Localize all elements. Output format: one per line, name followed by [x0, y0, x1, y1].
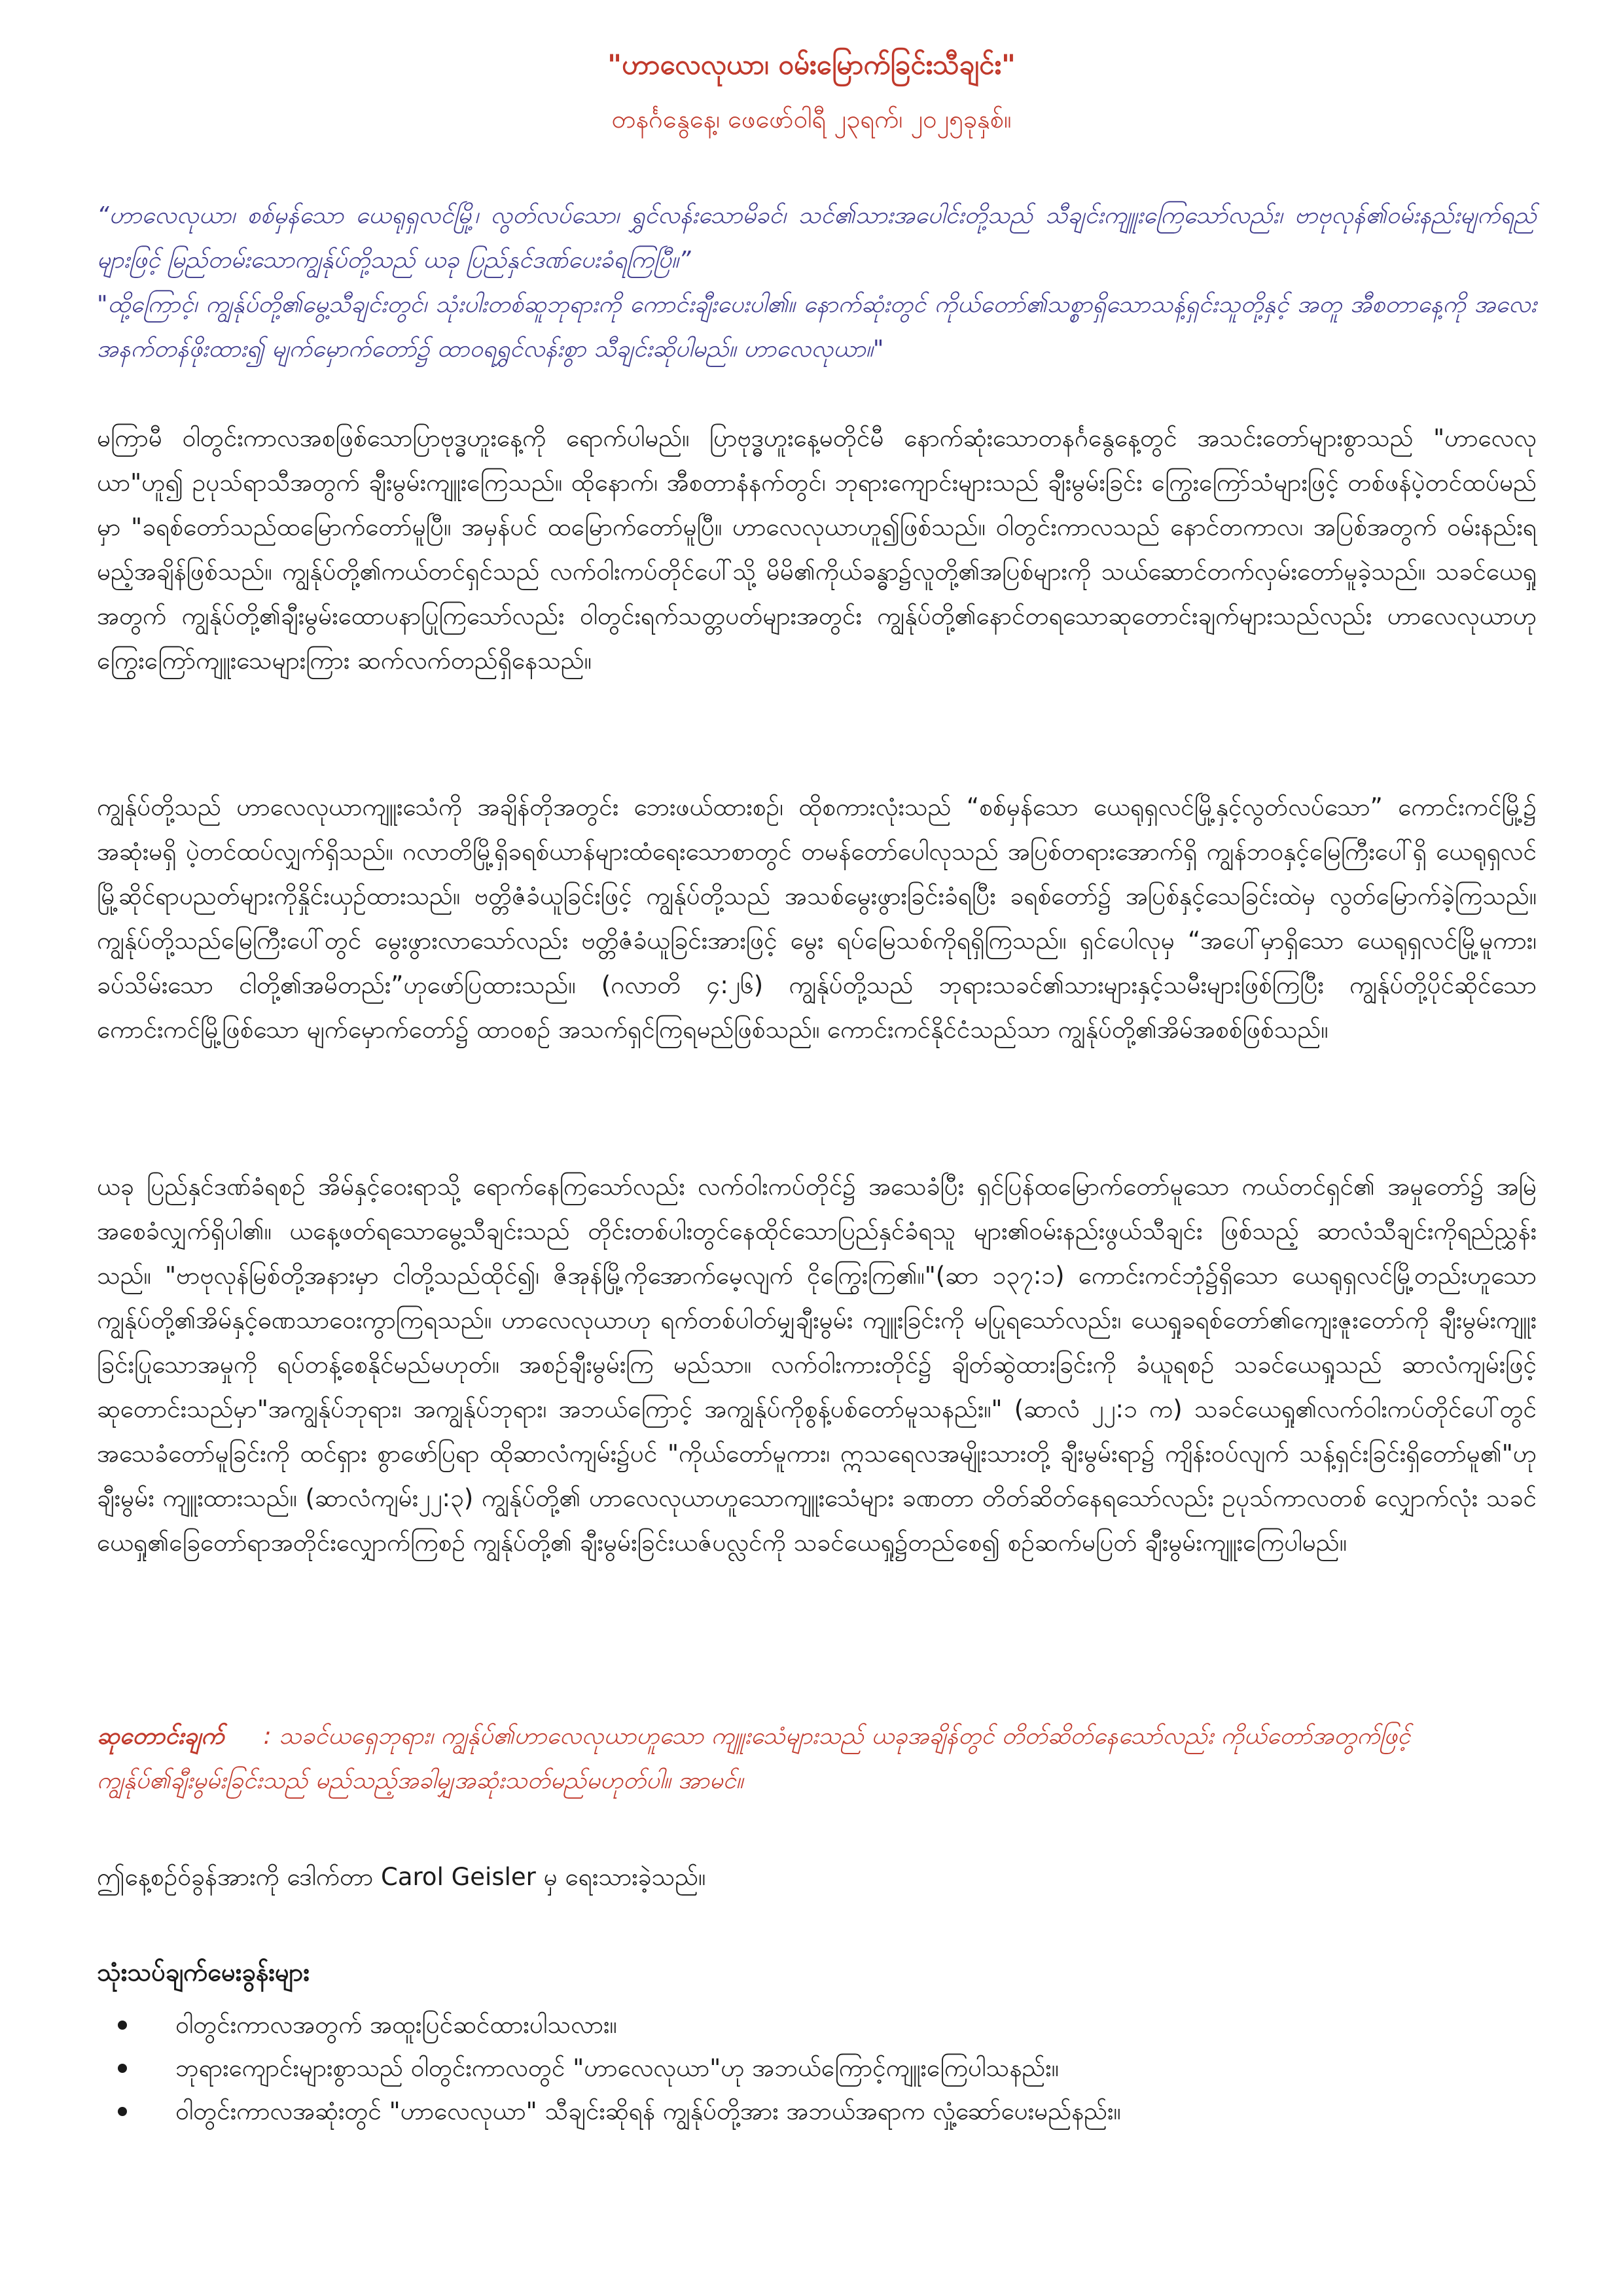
body-paragraph: မကြာမီ ဝါတွင်းကာလအစဖြစ်သောပြာဗုဒ္ဓဟူးနေ့ကို ရောက်ပါမည်။ ပြာဗုဒ္ဓဟူးနေ့မတိုင်မီ နောက်ဆုံးသောတနင်္ဂနွေနေ့တွင် အသင်းတော်များစွာသည် "ဟာလေလုယာ"ဟူ၍ ဥပုသ်ရာသီအတွက် ချီးမွမ်းကျူးကြေသည်။ ထိုနောက်၊ အီစတာနံနက်တွင်၊ ဘုရားကျောင်းများသည် ချီးမွမ်းခြင်း ကြွေးကြော်သံများဖြင့် တစ်ဖန်ပဲ့တင်ထပ်မည်မှာ "ခရစ်တော်သည်ထမြောက်တော်မူပြီ။ အမှန်ပင် ထမြောက်တော်မူပြီ။ ဟာလေလုယာဟူ၍ဖြစ်သည်။ ဝါတွင်းကာလသည် နောင်တကာလ၊ အပြစ်အတွက် ဝမ်းနည်းရမည့်အချိန်ဖြစ်သည်။ ကျွန်ုပ်တို့၏ကယ်တင်ရှင်သည် လက်ဝါးကပ်တိုင်ပေါ်သို့ မိမိ၏ကိုယ်ခန္ဓာ၌လူတို့၏အပြစ်များကို သယ်ဆောင်တက်လှမ်းတော်မူခဲ့သည်။ သခင်ယေရှုအတွက် ကျွန်ုပ်တို့၏ချီးမွမ်းထောပနာပြုကြသော်လည်း ဝါတွင်းရက်သတ္တပတ်များအတွင်း ကျွန်ုပ်တို့၏နောင်တရသောဆုတောင်းချက်များသည်လည်း ဟာလေလုယာဟု ကြွေးကြော်ကျူးသေများကြား ဆက်လက်တည်ရှိနေသည်။ [97, 424, 1537, 675]
bullet-icon [118, 2021, 127, 2030]
date-line: တနင်္ဂနွေနေ့၊ ဖေဖော်ဝါရီ ၂၃ရက်၊ ၂၀၂၅ခုနှစ်။ [611, 105, 1012, 133]
quote-line: “ဟာလေလုယာ၊ စစ်မှန်သော ယေရုရှလင်မြို့၊ လွတ်လပ်သော၊ ရွှင်လန်းသောမိခင်၊ သင်၏သားအပေါင်းတို့သည် သီချင်းကျူးကြေသော်လည်း၊ ဗာဗုလုန်၏ဝမ်းနည်းမျက်ရည်များဖြင့် မြည်တမ်းသောကျွန်ုပ်တို့သည် ယခု ပြည်နှင်ဒဏ်ပေးခံရကြပြီ။” [97, 202, 1537, 274]
question-item [97, 2090, 1537, 2133]
body-paragraph: ကျွန်ုပ်တို့သည် ဟာလေလုယာကျူးသေံကို အချိန်တိုအတွင်း ဘေးဖယ်ထားစဉ်၊ ထိုစကားလုံးသည် “စစ်မှန်သော ယေရုရှလင်မြို့နှင့်လွတ်လပ်သော” ကောင်းကင်မြို့၌ အဆုံးမရှိ ပဲ့တင်ထပ်လျှက်ရှိသည်။ ဂလာတိမြို့ရှိခရစ်ယာန်များထံရေးသောစာတွင် တမန်တော်ပေါလုသည် အပြစ်တရားအောက်ရှိ ကျွန်ဘဝနှင့်မြေကြီးပေါ်ရှိ ယေရုရှလင်မြို့ဆိုင်ရာပညတ်များကိုနှိုင်းယှဉ်ထားသည်။ ဗတ္တိဇံခံယူခြင်းဖြင့် ကျွန်ုပ်တို့သည် အသစ်မွေးဖွားခြင်းခံရပြီး ခရစ်တော်၌ အပြစ်နှင့်သေခြင်းထဲမှ လွတ်မြောက်ခဲ့ကြသည်။ ကျွန်ုပ်တို့သည်မြေကြီးပေါ်တွင် မွေးဖွားလာသော်လည်း ဗတ္တိဇံခံယူခြင်းအားဖြင့် မွေး ရပ်မြေသစ်ကိုရရှိကြသည်။ ရှင်ပေါလုမှ “အပေါ်မှာရှိသော ယေရုရှလင်မြို့မူကား၊ ခပ်သိမ်းသော ငါတို့၏အမိတည်း”ဟုဖော်ပြထားသည်။ (ဂလာတိ ၄:၂၆) ကျွန်ုပ်တို့သည် ဘုရားသခင်၏သားများနှင့်သမီးများဖြစ်ကြပြီး ကျွန်ုပ်တို့ပိုင်ဆိုင်သော ကောင်းကင်မြို့ဖြစ်သော မျက်မှောက်တော်၌ ထာဝစဉ် အသက်ရှင်ကြရမည်ဖြစ်သည်။ ကောင်းကင်နိုင်ငံသည်သာ ကျွန်ုပ်တို့၏အိမ်အစစ်ဖြစ်သည်။ [97, 793, 1537, 1044]
prayer-text: : သခင်ယရှေဘုရား၊ ကျွန်ုပ်၏ဟာလေလုယာဟူသော ကျူးသေံများသည် ယခုအချိန်တွင် တိတ်ဆိတ်နေသော်လည်း ကိုယ်တော်အတွက်ဖြင့် ကျွန်ုပ်၏ချီးမွမ်းခြင်းသည် မည်သည့်အခါမျှအဆုံးသတ်မည်မဟုတ်ပါ။ အာမင်။ [97, 1723, 1411, 1794]
question-text: ဘုရားကျောင်းများစွာသည် ဝါတွင်းကာလတွင် "ဟာလေလုယာ"ဟု အဘယ်ကြောင့်ကျူးကြေပါသနည်း။ [175, 2054, 1059, 2082]
author-note: ဤနေ့စဉ်ဝ်ခွန်အားကို ဒေါက်တာ Carol Geisler မှ ရေးသားခဲ့သည်။ [97, 1863, 706, 1891]
opening-quote [97, 194, 1537, 372]
questions-list [97, 2004, 1537, 2133]
quote-line: "ထို့ကြောင့်၊ ကျွန်ုပ်တို့၏မွေ့သီချင်းတွင်၊ သုံးပါးတစ်ဆူဘုရားကို ကောင်းချီးပေးပါ၏။ နောက်ဆုံးတွင် ကိုယ်တော်၏သစ္စာရှိသောသန့်ရှင်းသူတို့နှင့် အတူ အီစတာနေ့ကို အလေးအနက်တန်ဖိုးထား၍ မျက်မှောက်တော်၌ ထာဝရရွှင်လန်းစွာ သီချင်းဆိုပါမည်။ ဟာလေလုယာ။" [97, 291, 1537, 362]
question-item [97, 2004, 1537, 2047]
question-item [97, 2047, 1537, 2090]
bullet-icon [118, 2064, 127, 2073]
question-text: ဝါတွင်းကာလအတွက် အထူးပြင်ဆင်ထားပါသလား။ [175, 2011, 617, 2039]
body-paragraph: ယခု ပြည်နှင်ဒဏ်ခံရစဉ် အိမ်နှင့်ဝေးရာသို့ ရောက်နေကြသော်လည်း လက်ဝါးကပ်တိုင်၌ အသေခံပြီး ရှင်ပြန်ထမြောက်တော်မူသော ကယ်တင်ရှင်၏ အမှုတော်၌ အမြဲအစေခံလျှက်ရှိပါ၏။ ယနေ့ဖတ်ရသောမွေ့သီချင်းသည် တိုင်းတစ်ပါးတွင်နေထိုင်သောပြည်နှင်ခံရသူ များ၏ဝမ်းနည်းဖွယ်သီချင်း ဖြစ်သည့် ဆာလံသီချင်းကိုရည်ညွှန်းသည်။ "ဗာဗုလုန်မြစ်တို့အနားမှာ ငါတို့သည်ထိုင်၍၊ ဇိအုန်မြို့ကိုအောက်မေ့လျက် ငိုကြွေးကြ၏။"(ဆာ ၁၃၇:၁) ကောင်းကင်ဘုံ၌ရှိသော ယေရုရှလင်မြို့တည်းဟူသော ကျွန်ုပ်တို့၏အိမ်နှင့်ဓဏသာဝေးကွာကြရသည်။ ဟာလေလုယာဟု ရက်တစ်ပါတ်မျှချီးမွမ်း ကျူးခြင်းကို မပြုရသော်လည်း၊ ယေရှုခရစ်တော်၏ကျေးဇူးတော်ကို ချီးမွမ်းကျူးခြင်းပြုသောအမှုကို ရပ်တန့်စေနိုင်မည်မဟုတ်။ အစဉ်ချီးမွမ်းကြ မည်သာ။ လက်ဝါးကားတိုင်၌ ချိတ်ဆွဲထားခြင်းကို ခံယူရစဉ် သခင်ယေရှုသည် ဆာလံကျမ်းဖြင့်ဆုတောင်းသည်မှာ"အကျွန်ုပ်ဘုရား၊ အကျွန်ုပ်ဘုရား၊ အဘယ်ကြောင့် အကျွန်ုပ်ကိုစွန့်ပစ်တော်မူသနည်း။" (ဆာလံ ၂၂:၁ က) သခင်ယေရှု၏လက်ဝါးကပ်တိုင်ပေါ်တွင် အသေခံတော်မူခြင်းကို ထင်ရှား စွာဖော်ပြရာ ထိုဆာလံကျမ်း၌ပင် "ကိုယ်တော်မူကား၊ ဣသရေလအမျိုးသားတို့ ချီးမွမ်းရာ၌ ကျိန်းဝပ်လျက် သန့်ရှင်းခြင်းရှိတော်မူ၏"ဟု ချီးမွမ်း ကျူးထားသည်။ (ဆာလံကျမ်း၂၂:၃) ကျွန်ုပ်တို့၏ ဟာလေလုယာဟူသောကျူးသေံများ ခဏတာ တိတ်ဆိတ်နေရသော်လည်း ဥပုသ်ကာလတစ် လျှောက်လုံး သခင်ယေရှု၏ခြေတော်ရာအတိုင်းလျှောက်ကြစဉ် ကျွန်ုပ်တို့၏ ချီးမွမ်းခြင်းယဇ်ပလ္လင်ကို သခင်ယေရှု၌တည်စေ၍ စဉ်ဆက်မပြတ် ချီးမွမ်းကျူးကြေပါမည်။ [97, 1173, 1537, 1557]
question-text: ဝါတွင်းကာလအဆုံးတွင် "ဟာလေလုယာ" သီချင်းဆိုရန် ကျွန်ုပ်တို့အား အဘယ်အရာက လှုံ့ဆော်ပေးမည်နည်း။ [175, 2097, 1121, 2125]
prayer [97, 1714, 1537, 1803]
prayer-label: ဆုတောင်းချက် [97, 1723, 224, 1750]
questions-heading: သုံးသပ်ချက်မေးခွန်းများ [97, 1958, 310, 1987]
bullet-icon [118, 2107, 127, 2116]
page-title: "ဟာလေလုယာ၊ ဝမ်းမြောက်ခြင်းသီချင်း" [607, 48, 1016, 80]
